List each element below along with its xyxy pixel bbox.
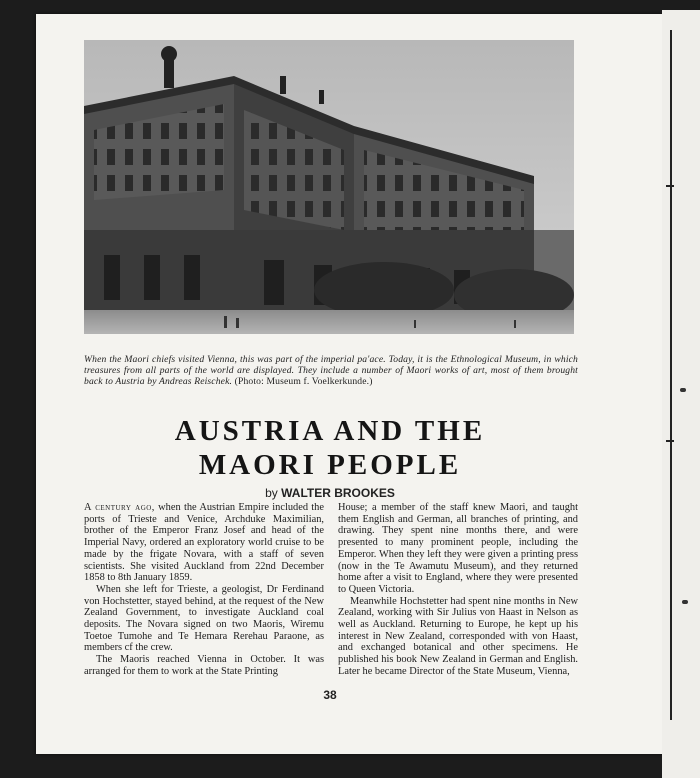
photo-credit: (Photo: Museum f. Voelkerkunde.) <box>234 376 373 388</box>
article-title <box>84 414 576 482</box>
caption-text: When the Maori chiefs visited Vienna, this was part of the imperial pa'ace. Today, it is the Ethnological Museum, in which treasures from all parts of the world are displayed. They include a number of Maori works of art, most of them brought back to Austria by Andreas Reischek. <box>84 354 578 388</box>
page-number: 38 <box>323 688 337 702</box>
edge-mark <box>682 600 688 604</box>
paragraph: House; a member of the staff knew Maori, and taught them English and German, all branches of printing, and drawing. They spent nine months there, and were presented to many prominent people, including the Emperor. When they left they were given a printing press (now in the Te Awamutu Museum), and they returned home after a visit to England, where they were presented to Queen Victoria. <box>338 502 578 595</box>
title-line-1: AUSTRIA AND THE <box>174 415 486 447</box>
adjacent-page-edge <box>662 10 700 778</box>
edge-tick <box>666 185 674 187</box>
paragraph: Meanwhile Hochstetter had spent nine months in New Zealand, working with Sir Julius von Haast in Nelson as well as Auckland. Returning to Europe, he kept up his interest in New Zealand, corresponded with von Haast, and exchanged botanical and other specimens. He published his book New Zealand in German and English. Later he became Director of the State Museum, Vienna, <box>338 595 578 677</box>
paragraph: The Maoris reached Vienna in October. It was arranged for them to work at the State Printing <box>84 654 324 677</box>
paragraph-text: when the Austrian Empire included the ports of Trieste and Venice, Archduke Maximilian, brother of the Emperor Franz Josef and head of the Imperial Navy, ordered an exploratory world cruise to be made by the frigate Novara, with a staff of seven scientists. She visited Auckland from 22nd December 1858 to 8th January 1859. <box>84 502 324 584</box>
byline <box>84 486 576 500</box>
author-name: WALTER BROOKES <box>281 486 395 500</box>
museum-photo <box>84 40 574 334</box>
article-column-right <box>338 502 578 678</box>
edge-tick <box>666 440 674 442</box>
title-line-2: MAORI PEOPLE <box>198 449 462 481</box>
paragraph <box>84 502 324 584</box>
edge-mark <box>680 388 686 392</box>
paragraph: When she left for Trieste, a geologist, Dr Ferdinand von Hochstetter, stayed behind, at the request of the New Zealand Government, to investigate Auckland coal deposits. The Novara signed on two Maoris, Wiremu Toetoe Tumohe and Te Hemara Rerehau Paraone, as members cf the crew. <box>84 583 324 654</box>
lead-small-caps: A century ago, <box>84 502 155 513</box>
article-column-left <box>84 502 324 678</box>
byline-prefix: by <box>265 486 278 500</box>
page-edge-rule <box>670 30 672 720</box>
photo-caption <box>84 354 578 388</box>
